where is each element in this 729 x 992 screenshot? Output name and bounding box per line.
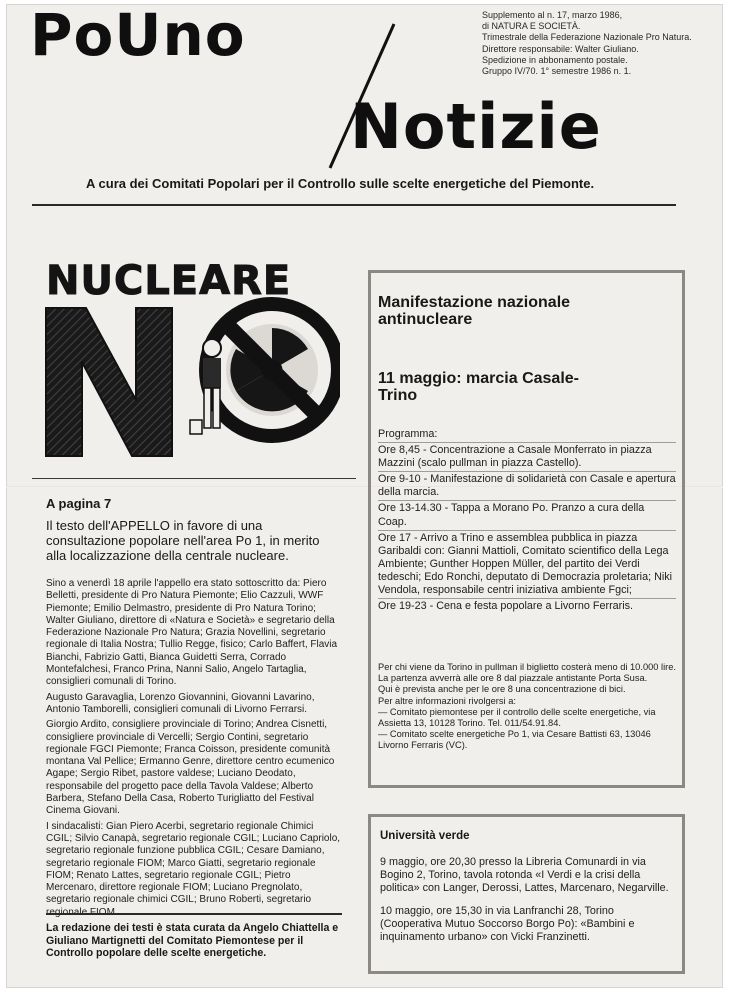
info-line: — Comitato piemontese per il controllo delle scelte energetiche, via Assietta 13, 10128 Torino. Tel. 011/54.91.84. [378, 706, 656, 729]
event-item: 9 maggio, ore 20,30 presso la Libreria Comunardi in via Bogino 2, Torino, tavola rotonda «I Verdi e la crisi della politica» con Langer, Derossi, Lattes, Marcenaro, Negarville. [380, 856, 669, 895]
event-item: 10 maggio, ore 15,30 in via Lanfranchi 28, Torino (Cooperativa Mutuo Soccorso Borgo Po): «Bambini e inquinamento urbano» con Vicki Franzinetti. [380, 905, 635, 944]
redazione-rule [46, 913, 342, 915]
paragraph: Augusto Garavaglia, Lorenzo Giovannini, Giovanni Lavarino, Antonio Tamborelli, consiglieri comunali di Livorno Ferrarsi. [46, 691, 315, 715]
info-line: Qui è prevista anche per le ore 8 una concentrazione di bici. [378, 684, 626, 695]
programma-label: Programma: [378, 428, 438, 440]
programma-list [378, 428, 676, 613]
masthead-rule [32, 204, 676, 206]
column-rule [32, 478, 356, 479]
signatories-text [46, 578, 342, 922]
program-item: Ore 8,45 - Concentrazione a Casale Monferrato in piazza Mazzini (scalo pullman in piazza Castello). [378, 444, 652, 470]
masthead-info-line: Supplemento al n. 17, marzo 1986, [482, 10, 623, 20]
masthead-info-line: di NATURA E SOCIETÀ. [482, 21, 581, 32]
info-line: Per chi viene da Torino in pullman il biglietto costerà meno di 10.000 lire. La partenza avverrà alle ore 8 dal piazzale antistante Porta Susa. [378, 662, 677, 684]
manifestazione-date: 11 maggio: marcia Casale-Trino [378, 370, 579, 404]
redazione-note: La redazione dei testi è stata curata da Angelo Chiattella e Giuliano Martignetti del Comitato Piemontese per il Controllo popolare delle scelte energetiche. [46, 922, 339, 960]
universita-title: Università verde [380, 830, 470, 842]
info-line: Per altre informazioni rivolgersi a: [378, 695, 516, 706]
masthead-info-line: Direttore responsabile: Walter Giuliano. [482, 43, 639, 54]
appello-lead: Il testo dell'APPELLO in favore di una consultazione popolare nell'area Po 1, in merito alla localizzazione della centrale nucleare. [46, 518, 320, 564]
paragraph: Sino a venerdì 18 aprile l'appello era stato sottoscritto da: Piero Belletti, presidente di Pro Natura Piemonte; Elio Cazzuli, WWF Piemonte; Emilio Delmastro, presidente di Pro Natura Torino; Walter Giuliano, direttore di «Natura e Società» e segretario della Federazione Nazionale Pro Natura; Grazia Novellini, segretario regionale di Italia Nostra; Tullio Regge, fisico; Carlo Baffert, Flavia Bianchi, Fabrizio Gatti, Bianca Guidetti Serra, Corrado Montefalchesi, Franco Prina, Nanni Salio, Angelo Tartaglia, consiglieri comunali di Torino. [46, 578, 338, 688]
page-reference: A pagina 7 [46, 496, 112, 511]
universita-events [380, 856, 676, 955]
paragraph: I sindacalisti: Gian Piero Acerbi, segretario regionale Chimici CGIL; Silvio Canapà, segretario regionale CGIL; Luciano Capriolo, segretario regionale funzione pubblica CGIL; Cesare Damiano, segretario regionale FIOM; Marco Giatti, segretario regionale FIOM; Renato Lattes, segretario regionale CGIL; Pietro Mercenaro, direttore regionale FIOM; Luciano Pregnolato, segretario regionale chimici CGIL; Bruno Roberti, segretario [46, 820, 341, 906]
program-item: Ore 13-14.30 - Tappa a Morano Po. Pranzo a cura della Coap. [378, 502, 645, 528]
program-item: Ore 19-23 - Cena e festa popolare a Livorno Ferraris. [378, 600, 634, 613]
masthead-title-bottom: Notizie [350, 90, 602, 163]
nucleare-logo-word: NUCLEARE [46, 258, 292, 304]
masthead-info-line: Gruppo IV/70. 1° semestre 1986 n. 1. [482, 66, 632, 77]
travel-info [378, 662, 676, 752]
manifestazione-title: Manifestazione nazionale antinucleare [378, 294, 571, 328]
masthead-info [482, 10, 692, 77]
program-item: Ore 17 - Arrivo a Trino e assemblea pubblica in piazza Garibaldi con: Gianni Mattioli, Comitato scientifico della Lega Ambiente; Gunther Hoppen Müller, del partito dei Verdi tedeschi; Edo Ronchi, deputato di Democrazia proletaria; Niki Vendola, responsabile centri iniziativa ambiente Fgci; [378, 531, 673, 597]
nucleare-no-logo [40, 290, 340, 462]
masthead-info-line: Trimestrale della Federazione Nazionale Pro Natura. [482, 32, 692, 43]
info-line: — Comitato scelte energetiche Po 1, via Cesare Battisti 63, 13046 Livorno Ferraris (VC). [378, 729, 651, 751]
paragraph: Giorgio Ardito, consigliere provinciale di Torino; Andrea Cisnetti, consigliere provinciale di Vercelli; Sergio Contini, segretario regionale FGCI Piemonte; Franca Coisson, presidente comunità montana Val Pellice; Ermanno Genre, direttore centro ecumenico Agape; Sergio Ribet, pastore valdese; Luciano Deodato, responsabile del progetto pace della Tavola Valdese; Alberto Barbera, Stefano Della Casa, Roberto Turigliatto del Festival Cinema Giovani. [46, 719, 335, 817]
n-letter-shape [46, 308, 172, 456]
masthead-subtitle: A cura dei Comitati Popolari per il Controllo sulle scelte energetiche del Piemonte. [86, 176, 595, 191]
program-item: Ore 9-10 - Manifestazione di solidarietà con Casale e apertura della marcia. [378, 473, 676, 499]
masthead-info-line: Spedizione in abbonamento postale. [482, 54, 628, 65]
masthead-title-top: PoUno [30, 1, 246, 69]
